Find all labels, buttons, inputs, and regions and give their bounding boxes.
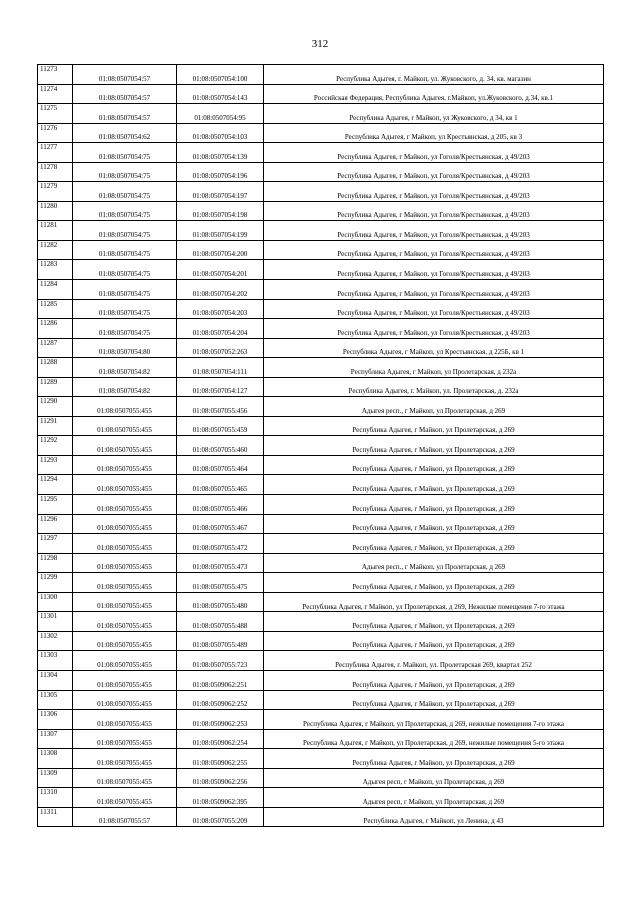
row-number-cell: 11290 [38, 397, 73, 417]
address-cell: Республика Адыгея, г Майкоп, ул Пролетарская, д 269, нежилые помещения 7-го этажа [264, 710, 604, 730]
parent-cadastral-cell: 01:08:0507055:455 [73, 612, 177, 632]
parent-cadastral-cell: 01:08:0507055:455 [73, 495, 177, 515]
address-cell: Республика Адыгея, г Майкоп, ул Пролетарская, д 269 [264, 416, 604, 436]
address-cell: Республика Адыгея, г Майкоп, ул Пролетарская, д 269 [264, 436, 604, 456]
address-cell: Республика Адыгея, г. Майкоп, ул. Жуковского, д. 34, кв. магазин [264, 65, 604, 85]
address-cell: Республика Адыгея, г Майкоп, ул Гоголя/Крестьянская, д 49/203 [264, 260, 604, 280]
row-number-cell: 11300 [38, 592, 73, 612]
parent-cadastral-cell: 01:08:0507054:82 [73, 358, 177, 378]
row-number-cell: 11303 [38, 651, 73, 671]
row-number-cell: 11286 [38, 319, 73, 339]
address-cell: Республика Адыгея, г Майкоп, ул Гоголя/Крестьянская, д 49/203 [264, 221, 604, 241]
parent-cadastral-cell: 01:08:0507055:455 [73, 475, 177, 495]
parent-cadastral-cell: 01:08:0507055:455 [73, 788, 177, 808]
table-row [38, 201, 604, 221]
row-number-cell: 11294 [38, 475, 73, 495]
parent-cadastral-cell: 01:08:0507054:75 [73, 143, 177, 163]
cadastral-number-cell: 01:08:0507055:467 [177, 514, 264, 534]
cadastral-number-cell: 01:08:0507054:197 [177, 182, 264, 202]
row-number-cell: 11298 [38, 553, 73, 573]
table-row [38, 123, 604, 143]
row-number-cell: 11285 [38, 299, 73, 319]
parent-cadastral-cell: 01:08:0507055:455 [73, 534, 177, 554]
row-number-cell: 11308 [38, 749, 73, 769]
table-row [38, 104, 604, 124]
table-row [38, 475, 604, 495]
address-cell: Республика Адыгея, г Майкоп, ул Пролетарская, д 232а [264, 358, 604, 378]
parent-cadastral-cell: 01:08:0507055:455 [73, 592, 177, 612]
parent-cadastral-cell: 01:08:0507055:455 [73, 416, 177, 436]
address-cell: Адыгея респ, г Майкоп, ул Пролетарская, д 269 [264, 788, 604, 808]
address-cell: Адыгея респ., г Майкоп, ул Пролетарская, д 269 [264, 553, 604, 573]
parent-cadastral-cell: 01:08:0507055:455 [73, 768, 177, 788]
table-row [38, 377, 604, 397]
parent-cadastral-cell: 01:08:0507054:75 [73, 260, 177, 280]
address-cell: Адыгея респ, г Майкоп, ул Пролетарская, д 269 [264, 768, 604, 788]
table-row [38, 729, 604, 749]
row-number-cell: 11289 [38, 377, 73, 397]
row-number-cell: 11287 [38, 338, 73, 358]
address-cell: Республика Адыгея, г Майкоп, ул Гоголя/Крестьянская, д 49/203 [264, 319, 604, 339]
address-cell: Республика Адыгея, г Майкоп, ул Пролетарская, д 269 [264, 690, 604, 710]
cadastral-number-cell: 01:08:0507052:263 [177, 338, 264, 358]
table-row [38, 397, 604, 417]
address-cell: Республика Адыгея, г Майкоп, ул Пролетарская, д 269, Нежилые помещения 7-го этажа [264, 592, 604, 612]
parent-cadastral-cell: 01:08:0507054:62 [73, 123, 177, 143]
table-row [38, 143, 604, 163]
address-cell: Республика Адыгея, г Майкоп, ул Пролетарская, д 269 [264, 455, 604, 475]
table-row [38, 319, 604, 339]
row-number-cell: 11279 [38, 182, 73, 202]
address-cell: Республика Адыгея, г Майкоп, ул Пролетарская, д 269 [264, 670, 604, 690]
cadastral-number-cell: 01:08:0507055:488 [177, 612, 264, 632]
address-cell: Республика Адыгея, г Майкоп, ул Крестьянская, д 205, кв 3 [264, 123, 604, 143]
address-cell: Республика Адыгея, г Майкоп, ул Гоголя/Крестьянская, д 49/203 [264, 240, 604, 260]
row-number-cell: 11293 [38, 455, 73, 475]
cadastral-number-cell: 01:08:0507054:139 [177, 143, 264, 163]
cadastral-number-cell: 01:08:0507055:459 [177, 416, 264, 436]
row-number-cell: 11280 [38, 201, 73, 221]
address-cell: Республика Адыгея, г Майкоп, ул Гоголя/Крестьянская, д 49/203 [264, 280, 604, 300]
cadastral-number-cell: 01:08:0507055:464 [177, 455, 264, 475]
table-row [38, 162, 604, 182]
row-number-cell: 11310 [38, 788, 73, 808]
table-row [38, 553, 604, 573]
cadastral-number-cell: 01:08:0509062:251 [177, 670, 264, 690]
cadastral-number-cell: 01:08:0509062:255 [177, 749, 264, 769]
address-cell: Республика Адыгея, г. Майкоп, ул. Пролетарская, д. 232а [264, 377, 604, 397]
parent-cadastral-cell: 01:08:0507054:75 [73, 182, 177, 202]
table-row [38, 768, 604, 788]
parent-cadastral-cell: 01:08:0507054:57 [73, 84, 177, 104]
parent-cadastral-cell: 01:08:0507054:75 [73, 240, 177, 260]
parent-cadastral-cell: 01:08:0507054:75 [73, 162, 177, 182]
table-row [38, 338, 604, 358]
cadastral-number-cell: 01:08:0507055:472 [177, 534, 264, 554]
row-number-cell: 11274 [38, 84, 73, 104]
row-number-cell: 11284 [38, 280, 73, 300]
cadastral-number-cell: 01:08:0509062:395 [177, 788, 264, 808]
parent-cadastral-cell: 01:08:0507055:455 [73, 710, 177, 730]
address-cell: Республика Адыгея, г. Майкоп, ул. Пролетарская 269, квартал 252 [264, 651, 604, 671]
parent-cadastral-cell: 01:08:0507054:75 [73, 221, 177, 241]
cadastral-number-cell: 01:08:0507054:200 [177, 240, 264, 260]
table-row [38, 416, 604, 436]
address-cell: Республика Адыгея, г Майкоп, ул Пролетарская, д 269 [264, 475, 604, 495]
row-number-cell: 11306 [38, 710, 73, 730]
cadastral-number-cell: 01:08:0507055:209 [177, 807, 264, 827]
parent-cadastral-cell: 01:08:0507054:80 [73, 338, 177, 358]
parent-cadastral-cell: 01:08:0507054:75 [73, 201, 177, 221]
address-cell: Республика Адыгея, г Майкоп, ул Жуковского, д 34, кв 1 [264, 104, 604, 124]
table-row [38, 514, 604, 534]
parent-cadastral-cell: 01:08:0507054:75 [73, 319, 177, 339]
page-number: 312 [311, 38, 329, 50]
address-cell: Республика Адыгея, г Майкоп, ул Пролетарская, д 269 [264, 495, 604, 515]
cadastral-number-cell: 01:08:0507054:201 [177, 260, 264, 280]
table-row [38, 710, 604, 730]
parent-cadastral-cell: 01:08:0507055:455 [73, 651, 177, 671]
table-row [38, 788, 604, 808]
address-cell: Республика Адыгея, г Майкоп, ул Гоголя/Крестьянская, д 49/203 [264, 182, 604, 202]
parent-cadastral-cell: 01:08:0507055:455 [73, 436, 177, 456]
row-number-cell: 11301 [38, 612, 73, 632]
row-number-cell: 11276 [38, 123, 73, 143]
address-cell: Республика Адыгея, г Майкоп, ул Пролетарская, д 269 [264, 514, 604, 534]
row-number-cell: 11278 [38, 162, 73, 182]
parent-cadastral-cell: 01:08:0507055:57 [73, 807, 177, 827]
registry-table [37, 64, 604, 827]
parent-cadastral-cell: 01:08:0507055:455 [73, 631, 177, 651]
address-cell: Республика Адыгея, г Майкоп, ул Пролетарская, д 269 [264, 612, 604, 632]
table-row [38, 807, 604, 827]
table-row [38, 436, 604, 456]
cadastral-number-cell: 01:08:0507054:202 [177, 280, 264, 300]
row-number-cell: 11299 [38, 573, 73, 593]
table-row [38, 358, 604, 378]
cadastral-number-cell: 01:08:0507054:143 [177, 84, 264, 104]
cadastral-number-cell: 01:08:0507054:204 [177, 319, 264, 339]
cadastral-number-cell: 01:08:0507054:127 [177, 377, 264, 397]
row-number-cell: 11296 [38, 514, 73, 534]
table-row [38, 573, 604, 593]
cadastral-number-cell: 01:08:0509062:252 [177, 690, 264, 710]
row-number-cell: 11309 [38, 768, 73, 788]
address-cell: Республика Адыгея, г Майкоп, ул Гоголя/Крестьянская, д 49/203 [264, 299, 604, 319]
cadastral-number-cell: 01:08:0509062:254 [177, 729, 264, 749]
row-number-cell: 11302 [38, 631, 73, 651]
table-row [38, 240, 604, 260]
table-row [38, 749, 604, 769]
parent-cadastral-cell: 01:08:0507055:455 [73, 670, 177, 690]
row-number-cell: 11277 [38, 143, 73, 163]
row-number-cell: 11291 [38, 416, 73, 436]
row-number-cell: 11307 [38, 729, 73, 749]
table-row [38, 84, 604, 104]
cadastral-number-cell: 01:08:0507054:111 [177, 358, 264, 378]
address-cell: Адыгея респ., г Майкоп, ул Пролетарская, д 269 [264, 397, 604, 417]
table-row [38, 182, 604, 202]
table-row [38, 260, 604, 280]
table-row [38, 534, 604, 554]
address-cell: Республика Адыгея, г Майкоп, ул Пролетарская, д 269 [264, 749, 604, 769]
table-row [38, 221, 604, 241]
row-number-cell: 11283 [38, 260, 73, 280]
row-number-cell: 11304 [38, 670, 73, 690]
cadastral-number-cell: 01:08:0509062:253 [177, 710, 264, 730]
cadastral-number-cell: 01:08:0507055:475 [177, 573, 264, 593]
parent-cadastral-cell: 01:08:0507055:455 [73, 397, 177, 417]
address-cell: Республика Адыгея, г Майкоп, ул Пролетарская, д 269 [264, 534, 604, 554]
parent-cadastral-cell: 01:08:0507055:455 [73, 455, 177, 475]
cadastral-number-cell: 01:08:0507054:103 [177, 123, 264, 143]
table-row [38, 280, 604, 300]
row-number-cell: 11311 [38, 807, 73, 827]
parent-cadastral-cell: 01:08:0507055:455 [73, 690, 177, 710]
parent-cadastral-cell: 01:08:0507054:57 [73, 65, 177, 85]
table-row [38, 651, 604, 671]
row-number-cell: 11281 [38, 221, 73, 241]
cadastral-number-cell: 01:08:0507055:473 [177, 553, 264, 573]
cadastral-number-cell: 01:08:0509062:256 [177, 768, 264, 788]
table-row [38, 690, 604, 710]
table-row [38, 631, 604, 651]
parent-cadastral-cell: 01:08:0507055:455 [73, 553, 177, 573]
address-cell: Республика Адыгея, г Майкоп, ул Гоголя/Крестьянская, д 49/203 [264, 143, 604, 163]
table-row [38, 299, 604, 319]
parent-cadastral-cell: 01:08:0507055:455 [73, 514, 177, 534]
parent-cadastral-cell: 01:08:0507054:75 [73, 299, 177, 319]
table-row [38, 495, 604, 515]
address-cell: Республика Адыгея, г Майкоп, ул Ленина, д 43 [264, 807, 604, 827]
cadastral-number-cell: 01:08:0507055:723 [177, 651, 264, 671]
address-cell: Российская Федерация, Республика Адыгея, г.Майкоп, ул.Жуковского, д.34, кв.1 [264, 84, 604, 104]
cadastral-number-cell: 01:08:0507054:199 [177, 221, 264, 241]
parent-cadastral-cell: 01:08:0507054:57 [73, 104, 177, 124]
cadastral-number-cell: 01:08:0507055:460 [177, 436, 264, 456]
address-cell: Республика Адыгея, г Майкоп, ул Гоголя/Крестьянская, д 49/203 [264, 201, 604, 221]
address-cell: Республика Адыгея, г Майкоп, ул Гоголя/Крестьянская, д 49/203 [264, 162, 604, 182]
table-row [38, 612, 604, 632]
parent-cadastral-cell: 01:08:0507055:455 [73, 573, 177, 593]
cadastral-number-cell: 01:08:0507054:203 [177, 299, 264, 319]
row-number-cell: 11295 [38, 495, 73, 515]
cadastral-number-cell: 01:08:0507054:95 [177, 104, 264, 124]
address-cell: Республика Адыгея, г Майкоп, ул Пролетарская, д 269 [264, 631, 604, 651]
row-number-cell: 11273 [38, 65, 73, 85]
row-number-cell: 11288 [38, 358, 73, 378]
row-number-cell: 11292 [38, 436, 73, 456]
registry-table-body [38, 65, 604, 827]
parent-cadastral-cell: 01:08:0507054:75 [73, 280, 177, 300]
cadastral-number-cell: 01:08:0507055:456 [177, 397, 264, 417]
cadastral-number-cell: 01:08:0507055:489 [177, 631, 264, 651]
parent-cadastral-cell: 01:08:0507055:455 [73, 749, 177, 769]
cadastral-number-cell: 01:08:0507055:480 [177, 592, 264, 612]
cadastral-number-cell: 01:08:0507055:465 [177, 475, 264, 495]
table-row [38, 592, 604, 612]
cadastral-number-cell: 01:08:0507054:100 [177, 65, 264, 85]
table-row [38, 65, 604, 85]
row-number-cell: 11282 [38, 240, 73, 260]
table-row [38, 670, 604, 690]
row-number-cell: 11275 [38, 104, 73, 124]
table-row [38, 455, 604, 475]
parent-cadastral-cell: 01:08:0507055:455 [73, 729, 177, 749]
cadastral-number-cell: 01:08:0507054:196 [177, 162, 264, 182]
row-number-cell: 11305 [38, 690, 73, 710]
address-cell: Республика Адыгея, г Майкоп, ул Крестьянская, д 225Б, кв 1 [264, 338, 604, 358]
cadastral-number-cell: 01:08:0507055:466 [177, 495, 264, 515]
address-cell: Республика Адыгея, г Майкоп, ул Пролетарская, д 269, нежилые помещения 5-го этажа [264, 729, 604, 749]
address-cell: Республика Адыгея, г Майкоп, ул Пролетарская, д 269 [264, 573, 604, 593]
cadastral-number-cell: 01:08:0507054:198 [177, 201, 264, 221]
row-number-cell: 11297 [38, 534, 73, 554]
parent-cadastral-cell: 01:08:0507054:82 [73, 377, 177, 397]
